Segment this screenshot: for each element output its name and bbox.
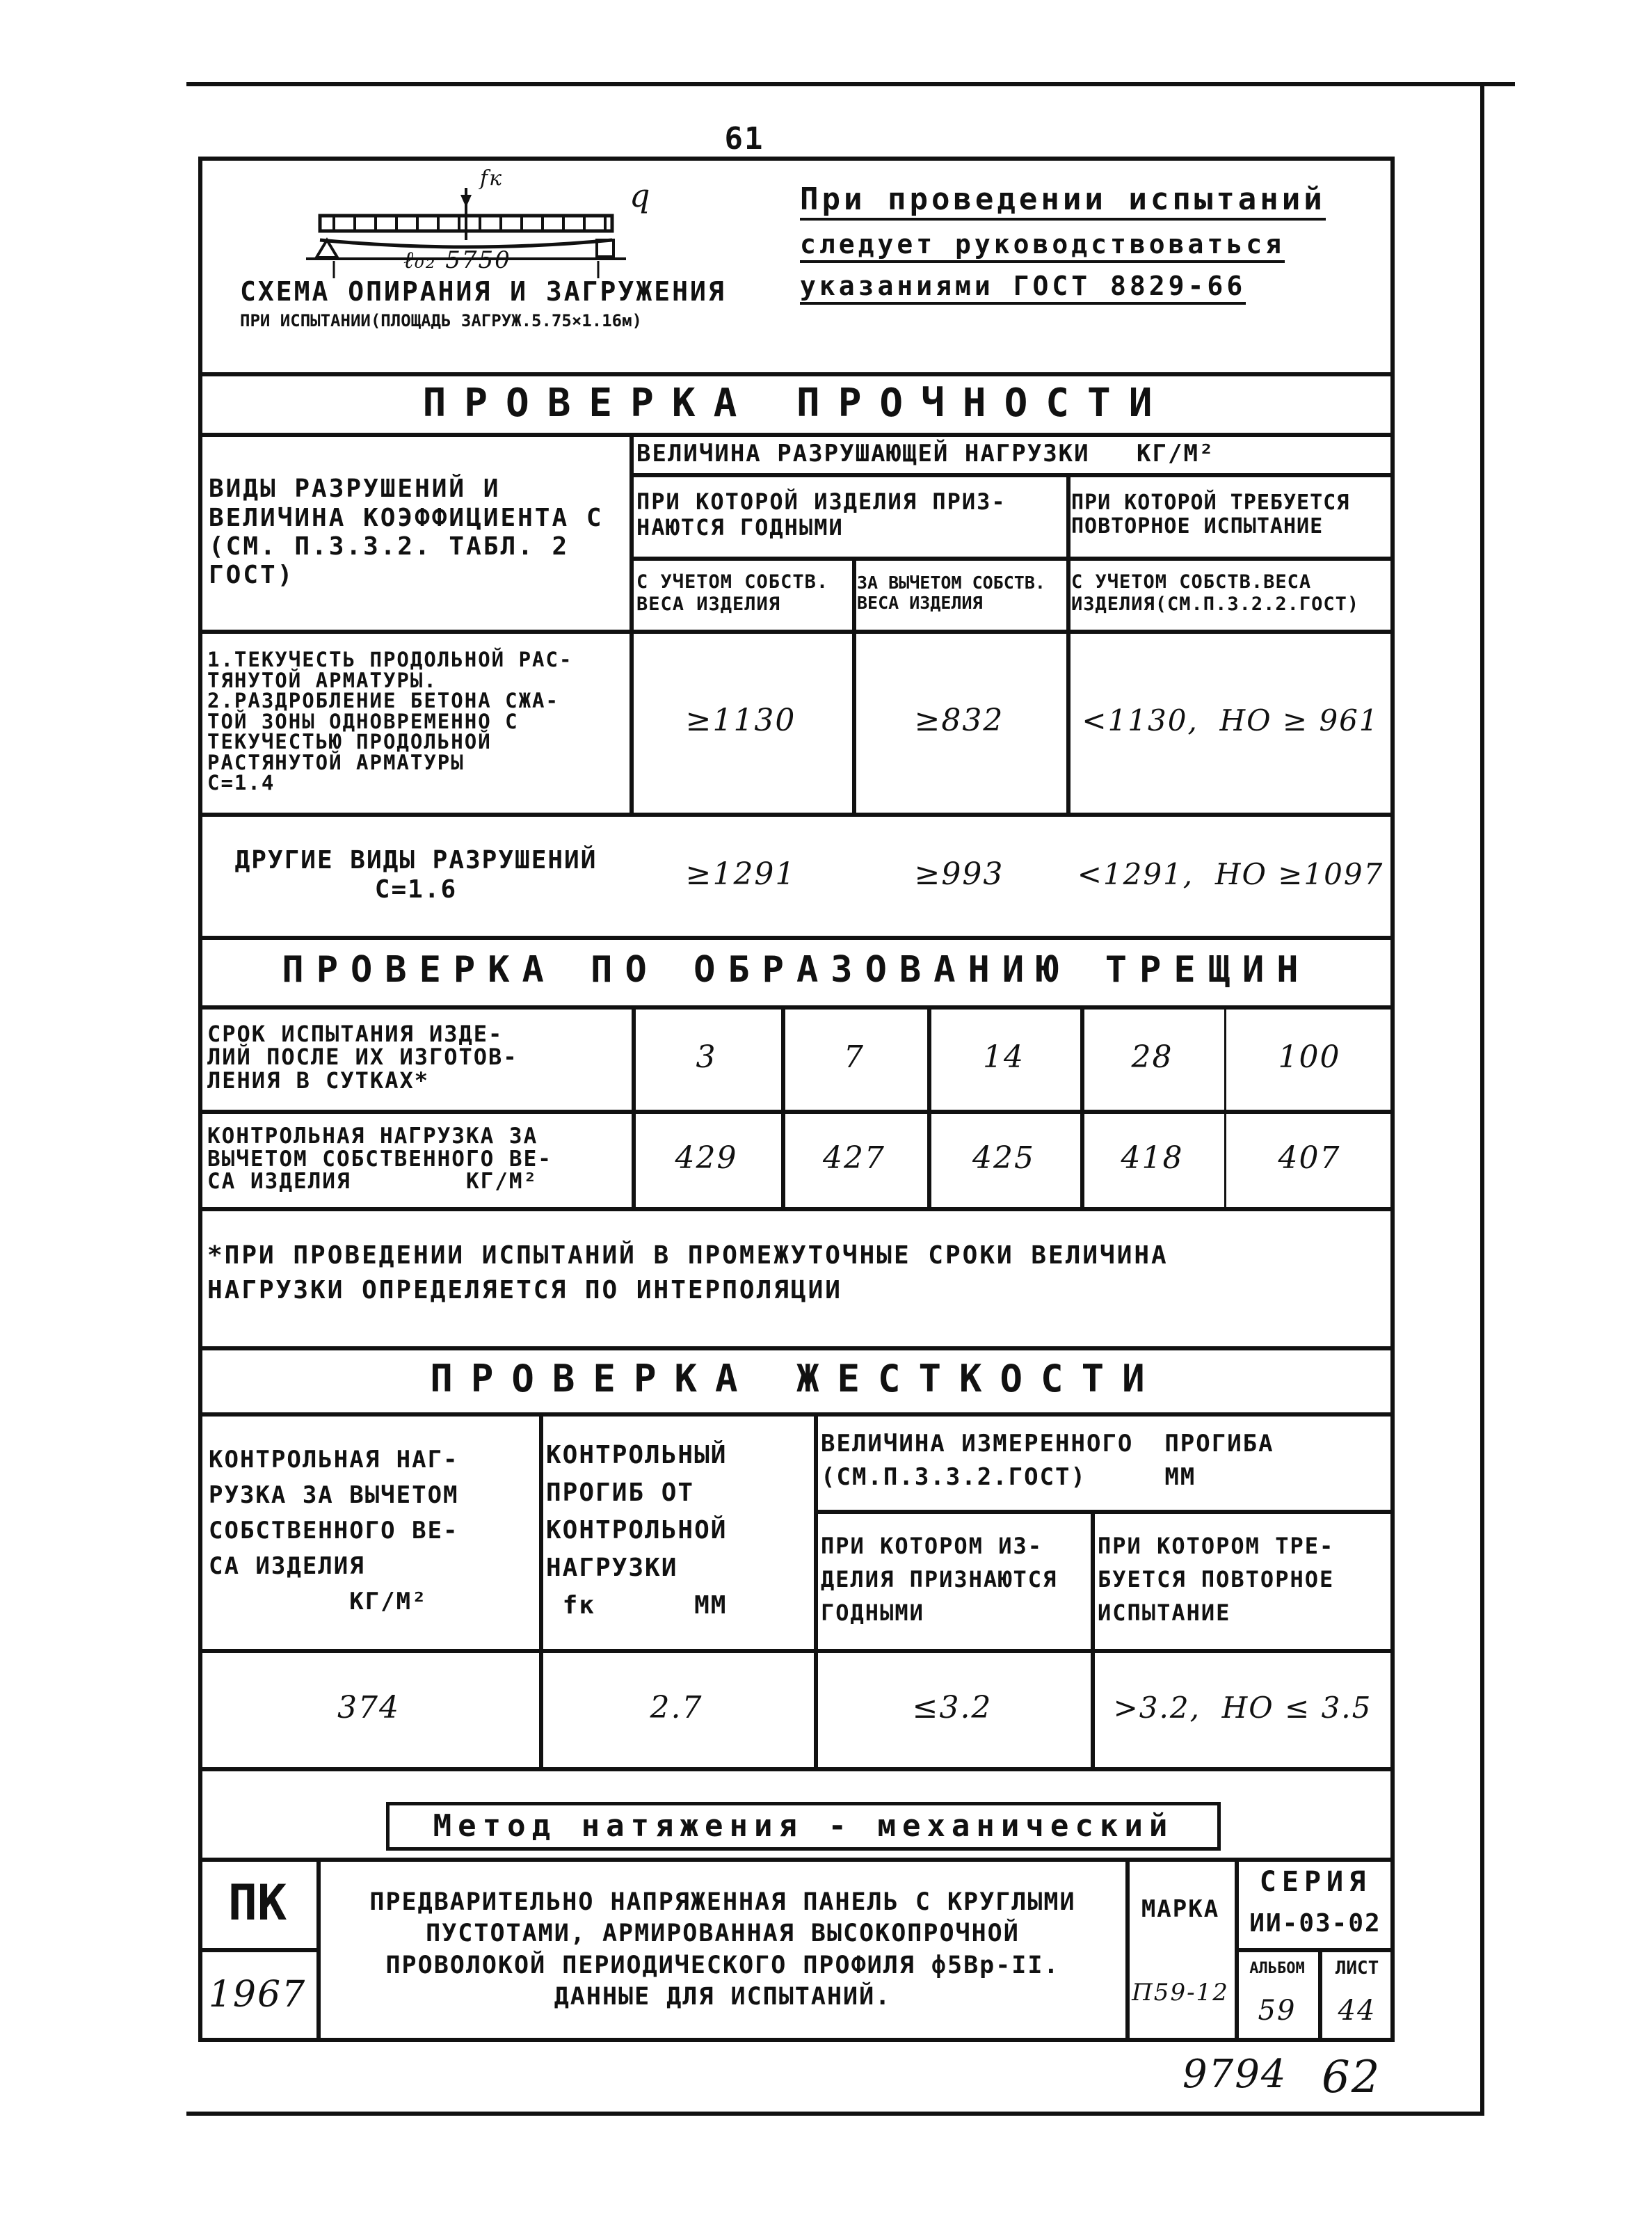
- cracks-days-label: СРОК ИСПЫТАНИЯ ИЗДЕ- ЛИЙ ПОСЛЕ ИХ ИЗГОТОВ- ЛЕНИЯ В СУТКАХ*: [207, 1020, 518, 1094]
- cracks-day-3: 14: [983, 1039, 1025, 1075]
- album-label: АЛЬБОМ: [1249, 1960, 1305, 1978]
- sheet-value: 44: [1338, 1995, 1377, 2027]
- stiffness-col-retest-header: ПРИ КОТОРОМ ТРЕ- БУЕТСЯ ПОВТОРНОЕ ИСПЫТАНИЕ: [1098, 1533, 1335, 1626]
- strength-row1-retest: <1130, НО ≥ 961: [1082, 703, 1379, 738]
- strength-header-fit: ПРИ КОТОРОЙ ИЗДЕЛИЯ ПРИЗ- НАЮТСЯ ГОДНЫМИ: [636, 488, 1007, 541]
- cracks-load-2: 427: [823, 1140, 885, 1176]
- strength-header-types: ВИДЫ РАЗРУШЕНИЙ И ВЕЛИЧИНА КОЭФФИЦИЕНТА С (СМ. П.З.3.2. ТАБЛ. 2 ГОСТ): [209, 474, 604, 590]
- cracks-day-4: 28: [1131, 1039, 1173, 1075]
- outer-bottom-line: [186, 2112, 1484, 2116]
- org-logo: ПК: [227, 1874, 287, 1931]
- album-value: 59: [1258, 1995, 1297, 2027]
- panel-description: ПРЕДВАРИТЕЛЬНО НАПРЯЖЕННАЯ ПАНЕЛЬ С КРУГЛЫМИ ПУСТОТАМИ, АРМИРОВАННАЯ ВЫСОКОПРОЧНОЙ ПРОВОЛОКОЙ ПЕРИОДИЧЕСКОГО ПРОФИЛЯ ф5Вр-II. ДАННЫЕ ДЛЯ ИСПЫТАНИЙ.: [369, 1888, 1076, 2011]
- strength-header-with-weight: С УЧЕТОМ СОБСТВ. ВЕСА ИЗДЕЛИЯ: [636, 571, 829, 615]
- stiffness-load-value: 374: [337, 1689, 400, 1725]
- strength-row2-retest: <1291, НО ≥1097: [1077, 856, 1384, 891]
- stiffness-col-load-header: КОНТРОЛЬНАЯ НАГ- РУЗКА ЗА ВЫЧЕТОМ СОБСТВЕННОГО ВЕ- СА ИЗДЕЛИЯ КГ/М²: [209, 1445, 459, 1615]
- strength-header-without-weight: ЗА ВЫЧЕТОМ СОБСТВ. ВЕСА ИЗДЕЛИЯ: [857, 572, 1045, 613]
- bottom-number-right: 62: [1322, 2052, 1381, 2103]
- strength-header-retest: ПРИ КОТОРОЙ ТРЕБУЕТСЯ ПОВТОРНОЕ ИСПЫТАНИЕ: [1071, 490, 1350, 538]
- stiffness-title: ПРОВЕРКА ЖЕСТКОСТИ: [430, 1357, 1163, 1401]
- tension-method-banner: Метод натяжения - механический: [386, 1802, 1221, 1851]
- stiffness-retest-value: >3.2, НО ≤ 3.5: [1113, 1690, 1372, 1725]
- outer-top-line: [186, 82, 1515, 86]
- scheme-load-label: q: [629, 177, 652, 214]
- cracks-load-label: КОНТРОЛЬНАЯ НАГРУЗКА ЗА ВЫЧЕТОМ СОБСТВЕННОГО ВЕ- СА ИЗДЕЛИЯ КГ/М²: [207, 1124, 552, 1195]
- scheme-caption-line2: ПРИ ИСПЫТАНИИ(ПЛОЩАДЬ ЗАГРУЖ.5.75×1.16м): [240, 311, 642, 330]
- scheme-deflection-label: fк: [480, 166, 504, 191]
- mark-value: П59-12: [1132, 1979, 1229, 2007]
- stiffness-col-measured-header: ВЕЛИЧИНА ИЗМЕРЕННОГО ПРОГИБА (СМ.П.3.3.2.ГОСТ) ММ: [821, 1430, 1274, 1491]
- scheme-caption-line1: СХЕМА ОПИРАНИЯ И ЗАГРУЖЕНИЯ: [240, 276, 726, 307]
- cracks-title: ПРОВЕРКА ПО ОБРАЗОВАНИЮ ТРЕЩИН: [282, 949, 1311, 991]
- cracks-load-3: 425: [972, 1140, 1035, 1176]
- strength-row1-label: 1.ТЕКУЧЕСТЬ ПРОДОЛЬНОЙ РАС- ТЯНУТОЙ АРМАТУРЫ. 2.РАЗДРОБЛЕНИЕ БЕТОНА СЖА- ТОЙ ЗОНЫ ОДНОВРЕМЕННО С ТЕКУЧЕСТЬЮ ПРОДОЛЬНОЙ РАСТЯНУТОЙ АРМАТУРЫ С=1.4: [207, 647, 573, 795]
- test-note-line3: указаниями ГОСТ 8829-66: [800, 271, 1246, 305]
- scheme-span-label: ℓ₀₂ 5750: [403, 246, 511, 274]
- series-value: ИИ-03-02: [1249, 1909, 1381, 1938]
- strength-title: ПРОВЕРКА ПРОЧНОСТИ: [422, 380, 1171, 426]
- cracks-day-1: 3: [696, 1039, 717, 1075]
- series-label: СЕРИЯ: [1259, 1866, 1372, 1898]
- stiffness-bottom-line: [198, 1767, 1395, 1771]
- test-note-line2: следует руководствоваться: [800, 230, 1285, 263]
- sheet-label: ЛИСТ: [1335, 1958, 1379, 1979]
- mark-label: МАРКА: [1141, 1895, 1220, 1924]
- cracks-interpolation-note: *ПРИ ПРОВЕДЕНИИ ИСПЫТАНИЙ В ПРОМЕЖУТОЧНЫЕ СРОКИ ВЕЛИЧИНА НАГРУЗКИ ОПРЕДЕЛЯЕТСЯ ПО ИНТЕРПОЛЯЦИИ: [207, 1240, 1169, 1305]
- outer-right-line: [1480, 82, 1484, 2114]
- strength-row2-label: ДРУГИЕ ВИДЫ РАЗРУШЕНИЙ С=1.6: [234, 846, 598, 904]
- cracks-load-1: 429: [675, 1140, 738, 1176]
- stiffness-col-fit-header: ПРИ КОТОРОМ ИЗ- ДЕЛИЯ ПРИЗНАЮТСЯ ГОДНЫМИ: [821, 1533, 1058, 1626]
- year-value: 1967: [208, 1973, 307, 2016]
- strength-header-load: ВЕЛИЧИНА РАЗРУШАЮЩЕЙ НАГРУЗКИ КГ/М²: [636, 439, 1215, 468]
- title-block-divider-1: [316, 1858, 321, 2042]
- strength-header-retest-with: С УЧЕТОМ СОБСТВ.ВЕСА ИЗДЕЛИЯ(СМ.П.З.2.2.ГОСТ): [1071, 571, 1360, 615]
- stiffness-col-deflection-header: КОНТРОЛЬНЫЙ ПРОГИБ ОТ КОНТРОЛЬНОЙ НАГРУЗКИ fк ММ: [546, 1441, 728, 1620]
- page-number-top: 61: [724, 120, 764, 157]
- strength-row2-with-weight: ≥1291: [685, 856, 796, 892]
- bottom-number-left: 9794: [1182, 2052, 1288, 2097]
- stiffness-fit-value: ≤3.2: [912, 1689, 993, 1725]
- cracks-day-2: 7: [844, 1039, 865, 1075]
- strength-row2-without-weight: ≥993: [914, 856, 1004, 892]
- strength-row1-with-weight: ≥1130: [685, 703, 796, 739]
- cracks-load-4: 418: [1121, 1140, 1184, 1176]
- strength-row1-without-weight: ≥832: [914, 703, 1004, 739]
- test-note-line1: При проведении испытаний: [800, 182, 1326, 221]
- cracks-load-5: 407: [1278, 1140, 1341, 1176]
- stiffness-deflection-value: 2.7: [650, 1689, 703, 1725]
- cracks-day-5: 100: [1278, 1039, 1341, 1075]
